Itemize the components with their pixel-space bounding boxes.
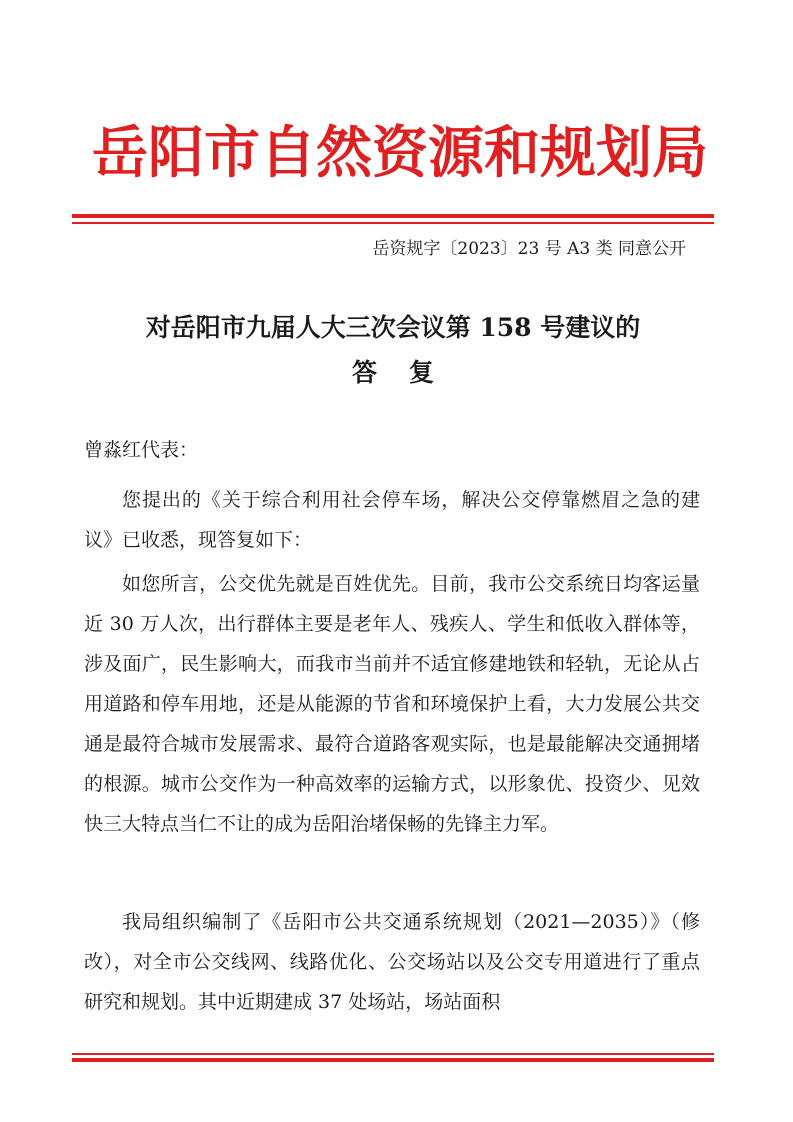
document-number: 岳资规字〔2023〕23 号 A3 类 同意公开: [372, 239, 686, 259]
body-paragraph-1: 您提出的《关于综合利用社会停车场，解决公交停靠燃眉之急的建议》已收悉，现答复如下：: [84, 489, 700, 551]
body-paragraph-3: 我局组织编制了《岳阳市公共交通系统规划（2021—2035）》（修改），对全市公交线网、线路优化、公交场站以及公交专用道进行了重点研究和规划。其中近期建成 37 处场站，场站面积: [84, 911, 700, 1013]
document-title-line2: 答复: [351, 358, 466, 387]
footer-thin-red-rule: [72, 1053, 714, 1055]
footer-thick-red-rule: [72, 1058, 714, 1062]
header-thick-red-rule: [72, 214, 714, 218]
salutation: 曾淼红代表：: [84, 439, 199, 461]
document-title-line1: 对岳阳市九届人大三次会议第 158 号建议的: [145, 313, 641, 342]
body-paragraph-2: 如您所言，公交优先就是百姓优先。目前，我市公交系统日均客运量近 30 万人次，出行群体主要是老年人、残疾人、学生和低收入群体等，涉及面广，民生影响大，而我市当前并不适宜修建地铁和轻轨，无论从占用道路和停车用地，还是从能源的节省和环境保护上看，大力发展公共交通是最符合城市发展需求、最符合道路客观实际，也是最能解决交通拥堵的根源。城市公交作为一种高效率的运输方式，以形象优、投资少、见效快三大特点当仁不让的成为岳阳治堵保畅的先锋主力军。: [84, 573, 700, 835]
issuing-organization-header: 岳阳市自然资源和规划局: [92, 120, 708, 186]
header-thin-red-rule: [72, 222, 714, 224]
